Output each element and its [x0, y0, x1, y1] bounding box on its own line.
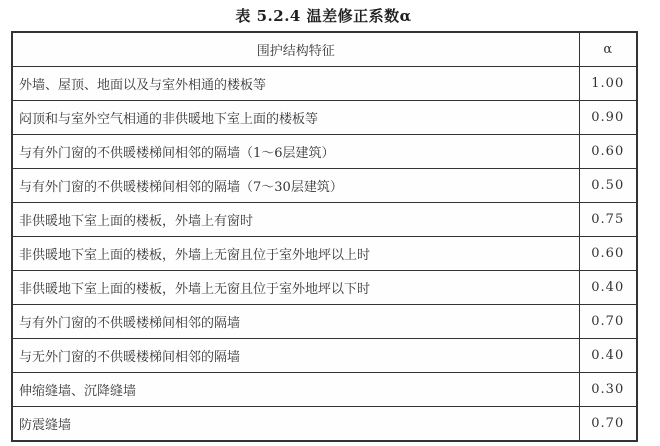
feature-cell: 非供暖地下室上面的楼板，外墙上无窗且位于室外地坪以上时: [12, 237, 579, 271]
feature-cell: 非供暖地下室上面的楼板，外墙上有窗时: [12, 203, 579, 237]
table-row: [12, 305, 637, 339]
alpha-value-cell: 0.50: [579, 169, 637, 203]
feature-cell: 非供暖地下室上面的楼板，外墙上无窗且位于室外地坪以下时: [12, 271, 579, 305]
alpha-value-cell: 0.70: [579, 407, 637, 442]
table-row: [12, 237, 637, 271]
feature-cell: 伸缩缝墙、沉降缝墙: [12, 373, 579, 407]
alpha-value-cell: 0.70: [579, 305, 637, 339]
table-row: [12, 373, 637, 407]
alpha-value-cell: 0.60: [579, 135, 637, 169]
table-row: [12, 407, 637, 442]
feature-cell: 与有外门窗的不供暖楼梯间相邻的隔墙（1～6层建筑）: [12, 135, 579, 169]
table-row: [12, 339, 637, 373]
feature-cell: 外墙、屋顶、地面以及与室外相通的楼板等: [12, 67, 579, 101]
alpha-value-cell: 1.00: [579, 67, 637, 101]
alpha-value-cell: 0.75: [579, 203, 637, 237]
alpha-value-cell: 0.90: [579, 101, 637, 135]
table-row: [12, 271, 637, 305]
feature-cell: 防震缝墙: [12, 407, 579, 442]
table-row: [12, 67, 637, 101]
table-title: 表 5.2.4 温差修正系数α: [235, 7, 412, 25]
table-row: [12, 169, 637, 203]
alpha-value-cell: 0.40: [579, 339, 637, 373]
table-body: [12, 67, 637, 442]
table-row: [12, 203, 637, 237]
feature-cell: 与有外门窗的不供暖楼梯间相邻的隔墙（7～30层建筑）: [12, 169, 579, 203]
table-header-row: [12, 32, 637, 67]
alpha-value-cell: 0.60: [579, 237, 637, 271]
temperature-correction-table: [11, 31, 638, 442]
header-alpha: α: [579, 32, 637, 67]
feature-cell: 闷顶和与室外空气相通的非供暖地下室上面的楼板等: [12, 101, 579, 135]
header-feature: 围护结构特征: [12, 32, 579, 67]
feature-cell: 与有外门窗的不供暖楼梯间相邻的隔墙: [12, 305, 579, 339]
table-row: [12, 135, 637, 169]
table-row: [12, 101, 637, 135]
alpha-value-cell: 0.40: [579, 271, 637, 305]
feature-cell: 与无外门窗的不供暖楼梯间相邻的隔墙: [12, 339, 579, 373]
alpha-value-cell: 0.30: [579, 373, 637, 407]
